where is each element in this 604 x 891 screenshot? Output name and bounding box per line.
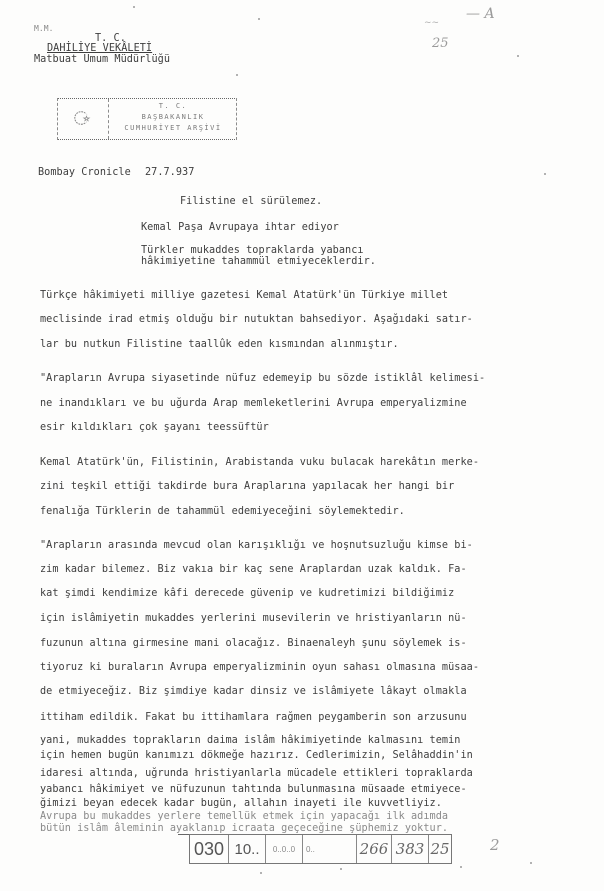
source-newspaper: Bombay Cronicle [38, 167, 131, 178]
body-p4-line-10: için hemen bugün kanımızı dökmeğe hazırız. Cedlerimizin, Selâhaddin'in [40, 750, 473, 761]
stamp-divider [108, 99, 109, 139]
source-line [38, 167, 194, 178]
body-p4-line-4: için islâmiyetin mukaddes yerlerini musevilerin ve hristiyanların nü- [40, 613, 467, 624]
body-p1-line-3: lar bu nutkun Filistine taallûk eden kısmından alınmıştır. [40, 339, 399, 350]
body-p1-line-2: meclisinde irad etmiş olduğu bir nutuktan bahsediyor. Aşağıdaki satır- [40, 314, 473, 325]
archive-cell-fond: 030 [190, 835, 229, 863]
handwritten-bottom-mark: 2 [490, 836, 500, 854]
handwritten-page-number: 25 [432, 36, 449, 51]
headline-title: Filistine el sürülemez. [180, 196, 323, 207]
body-p4-line-13: ğimizi beyan edecek kadar bugün, allahın inayeti ile kuvvetliyiz. [40, 798, 442, 809]
letterhead-department: Matbuat Umum Müdürlüğü [34, 54, 171, 65]
letterhead-ministry: DAHİLİYE VEKÂLETİ [47, 43, 153, 54]
body-p2-line-3: esir kıldıkları çok şayanı teessüftür [40, 422, 269, 433]
initials: M.M. [34, 24, 54, 33]
archive-stamp [57, 98, 237, 140]
headline-deck-2: hâkimiyetine tahammül etmiyeceklerdir. [141, 256, 376, 267]
body-p2-line-2: ne inandıkları ve bu uğurda Arap memleketlerini Avrupa emperyalizmine [40, 398, 467, 409]
headline-subtitle: Kemal Paşa Avrupaya ihtar ediyor [141, 222, 339, 233]
scan-speck [530, 862, 532, 864]
archive-cell-sub-2: 0.. [303, 835, 357, 863]
body-p2-line-1: "Arapların Avrupa siyasetinde nüfuz edemeyip bu sözde istiklâl kelimesi- [40, 373, 486, 384]
body-p4-line-2: zim kadar bilemez. Biz vakıa bir kaç sene Araplardan uzak kaldık. Fa- [40, 564, 467, 575]
letterhead-state: T. C. [95, 33, 126, 44]
stamp-line-1: T. C. [158, 102, 188, 110]
body-p4-line-8: ittiham edildik. Fakat bu ittihamlara rağmen peygamberin son arzusunu [40, 712, 467, 723]
scan-speck [236, 74, 238, 76]
body-p4-line-1: "Arapların arasında mevcud olan karışıklığı ve hoşnutsuzluğu kimse bi- [40, 540, 473, 551]
scan-speck [460, 866, 462, 868]
body-p1-line-1: Türkçe hâkimiyeti milliye gazetesi Kemal Atatürk'ün Türkiye millet [40, 290, 449, 301]
archive-cell-series: 10.. [229, 835, 266, 863]
body-p4-line-14: Avrupa bu mukaddes yerlere temellük etmek için yapacağı ilk adımda [40, 811, 449, 822]
body-p3-line-1: Kemal Atatürk'ün, Filistinin, Arabistanda vuku bulacak harekâtın merke- [40, 457, 480, 468]
scan-speck [133, 6, 135, 8]
archive-cell-item: 25 [430, 840, 450, 858]
scan-speck [517, 55, 519, 57]
body-p4-line-15: bütün islâm âleminin ayaklanıp icraata geçeceğine şüphemiz yoktur. [40, 823, 449, 834]
headline-deck-1: Türkler mukaddes topraklarda yabancı [141, 245, 364, 256]
archive-cell-box: 266 [357, 835, 392, 863]
source-date: 27.7.937 [144, 167, 195, 178]
body-p3-line-2: zini teşkil ettiği takdirde bura Araplarına yapılacak her hangi bir [40, 481, 455, 492]
archive-cell-file: 383 [392, 835, 429, 863]
body-p4-line-3: kat şimdi kendimize kâfi derecede güvenip ve kudretimizi bildiğimiz [40, 588, 455, 599]
archive-reference-box [189, 834, 452, 864]
body-p4-line-6: tiyoruz ki buraların Avrupa emperyalizminin oyun sahası olmasına müsaa- [40, 662, 480, 673]
scan-speck [258, 18, 260, 20]
handwritten-top-mark: — A [466, 6, 495, 22]
scan-speck [340, 868, 342, 870]
stamp-line-3: CUMHURİYET ARŞİVİ [124, 124, 222, 132]
stamp-line-2: BAŞBAKANLIK [141, 113, 205, 121]
scan-speck [260, 872, 262, 874]
body-p4-line-12: yabancı hâkimiyet ve nüfuzunun tahtında bulunmasına müsaade etmiyece- [40, 784, 467, 795]
handwritten-scribble: ~~ [424, 18, 440, 28]
crescent-star-icon [73, 109, 91, 127]
body-p3-line-3: fenalığa Türklerin de tahammül edemiyeceğini söylemektedir. [40, 506, 405, 517]
scan-speck [544, 173, 546, 175]
body-p4-line-11: idaresi altında, uğrunda hristiyanlarla mücadele ettikleri topraklarda [40, 768, 473, 779]
body-p4-line-7: de etmiyeceğiz. Biz şimdiye kadar dinsiz ve islâmiyete lâkayt olmakla [40, 686, 467, 697]
body-p4-line-9: yani, mukaddes toprakların daima islâm hâkimiyetinde kalmasını temin [40, 735, 461, 746]
archive-cell-sub-1: 0..0..0 [266, 835, 303, 863]
body-p4-line-5: fuzunun altına girmesine mani olacağız. Binaenaleyh şunu söylemek is- [40, 638, 467, 649]
